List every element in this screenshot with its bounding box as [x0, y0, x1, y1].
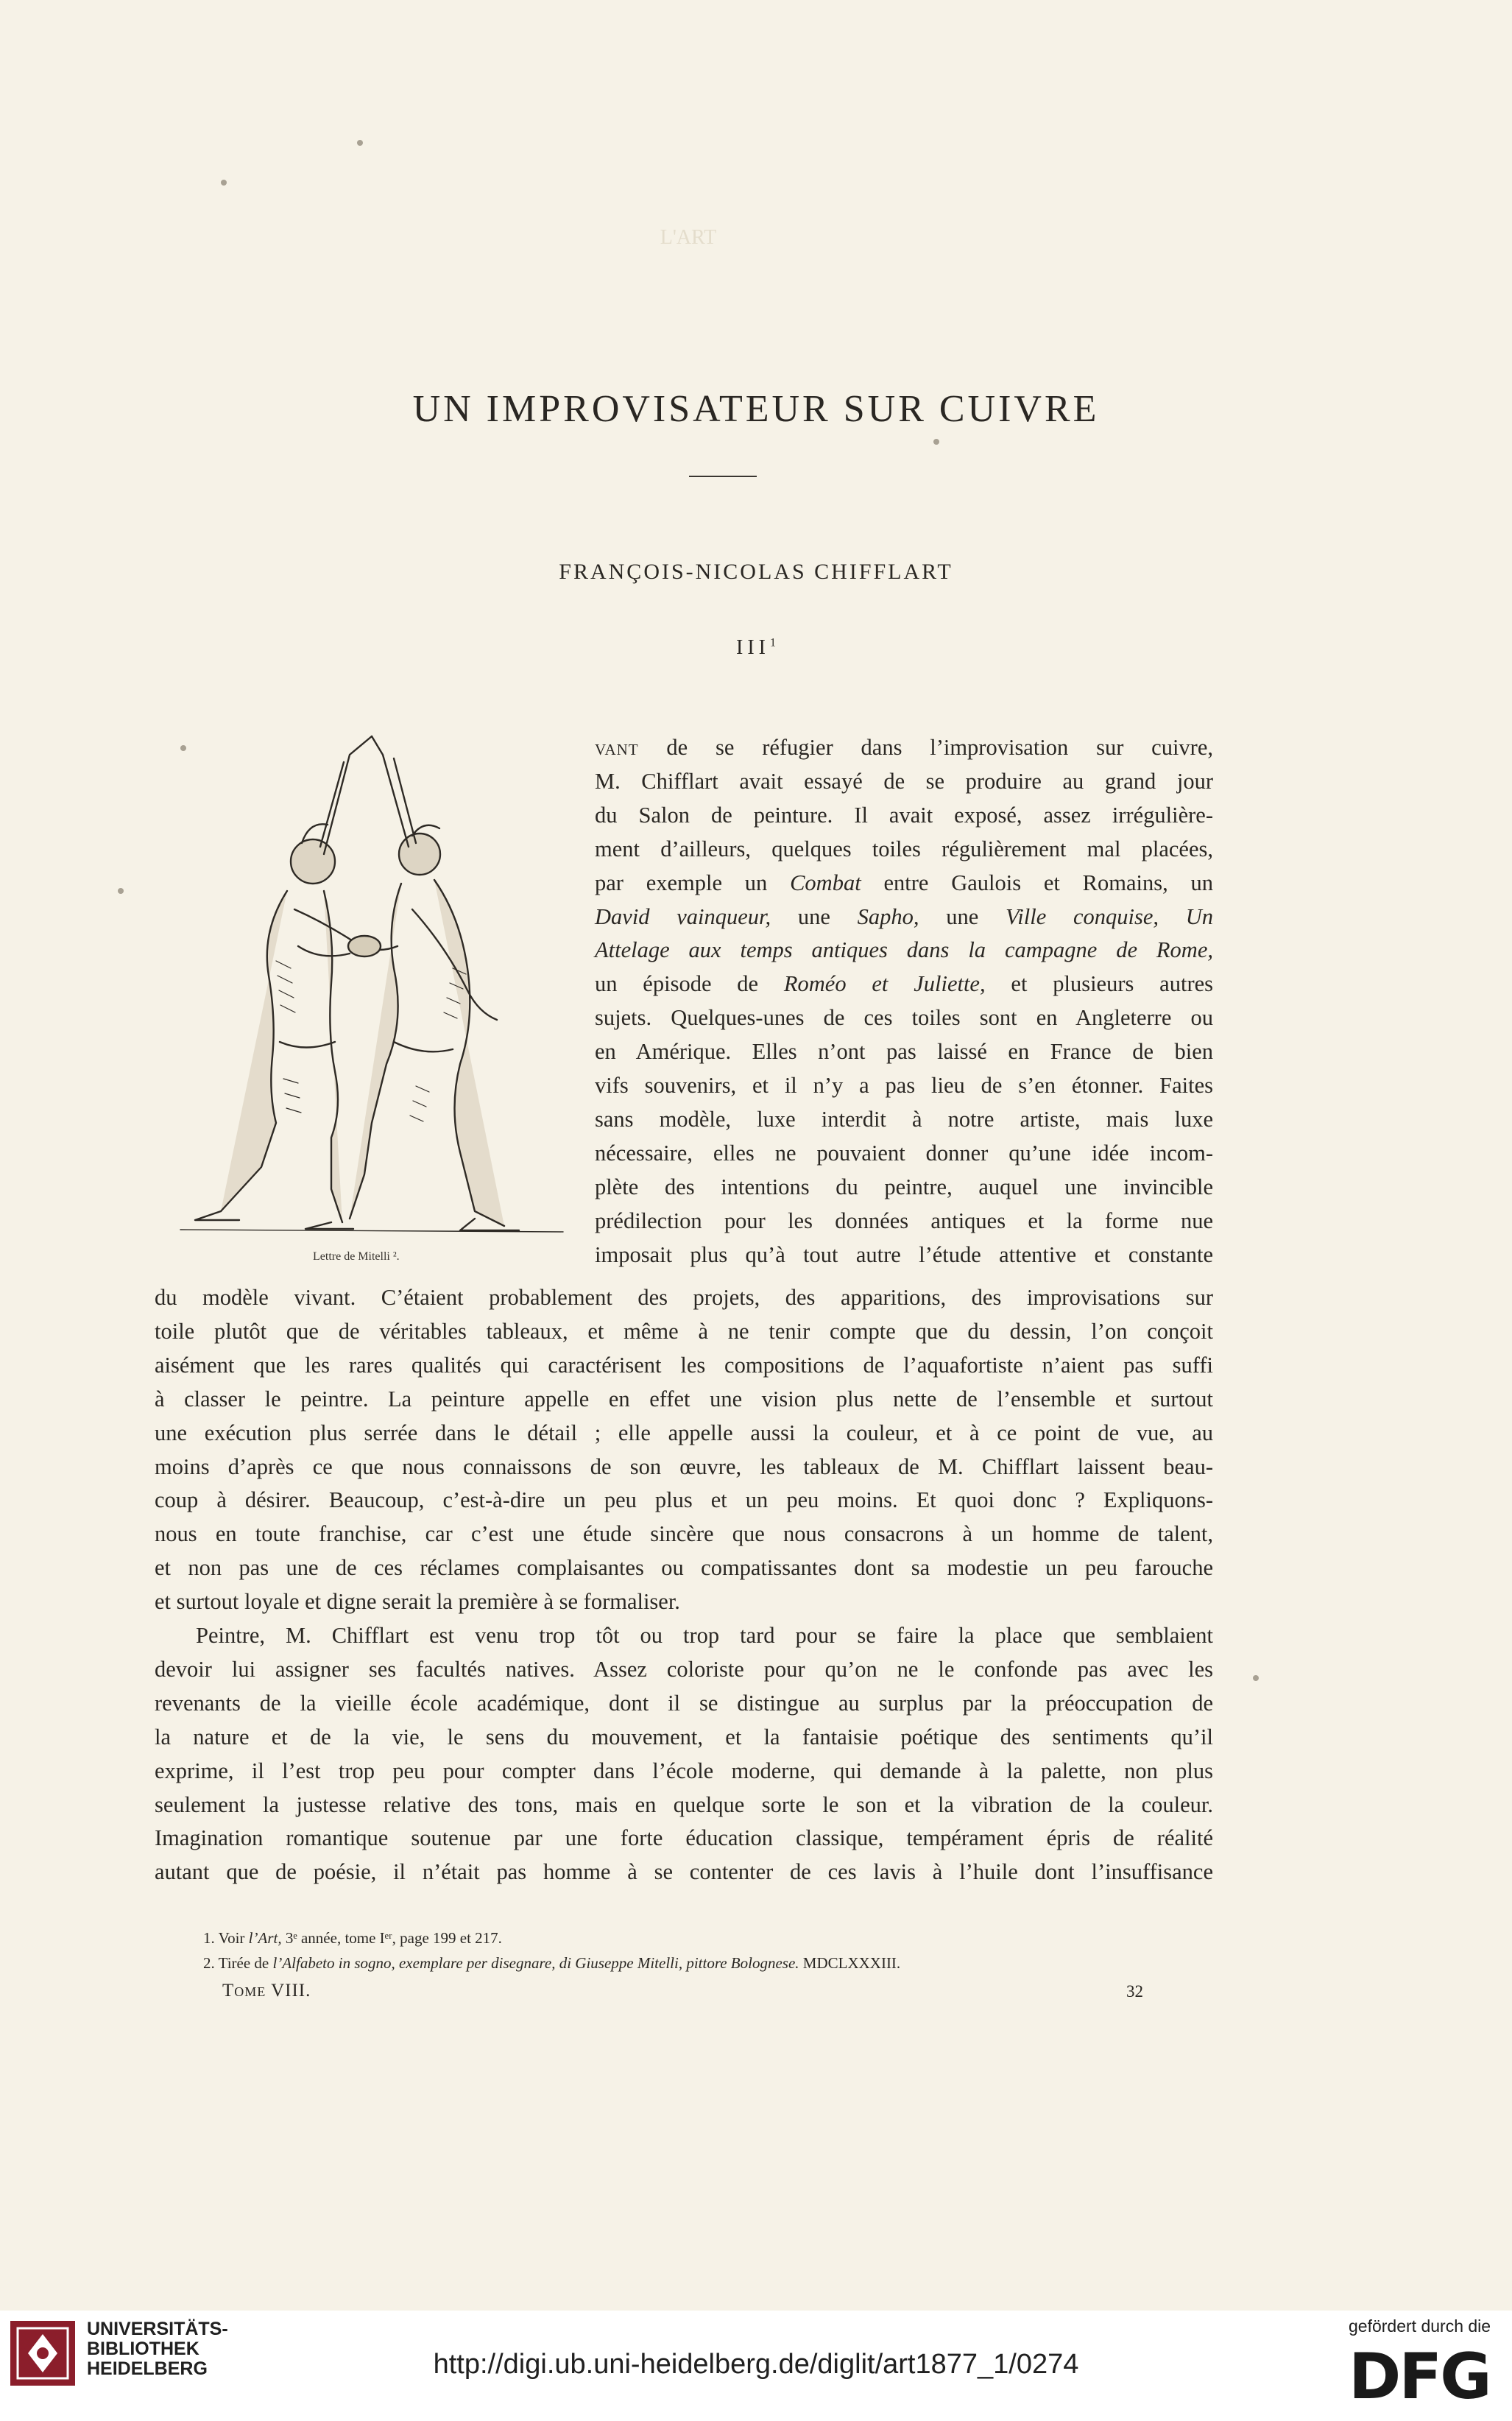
text-run: du Salon de peinture. Il avait exposé, assez irrégulière-	[595, 802, 1213, 828]
body-text-line: moins d’après ce que nous connaissons de son œuvre, les tableaux de M. Chifflart laissent beau-	[155, 1453, 1213, 1479]
narrow-text-line	[595, 935, 1213, 965]
body-text-line: à classer le peintre. La peinture appelle en effet une vision plus nette de l’ensemble et surtout	[155, 1386, 1213, 1412]
text-run: M. Chifflart avait essayé de se produire au grand jour	[595, 768, 1213, 794]
narrow-text-line	[595, 800, 1213, 830]
paper-speck	[118, 888, 124, 894]
italic-text: Sapho,	[857, 903, 919, 929]
body-text-line: Imagination romantique soutenue par une forte éducation classique, tempérament épris de réalité	[155, 1825, 1213, 1851]
illustration-caption: Lettre de Mitelli ².	[313, 1250, 400, 1263]
library-name-line: HEIDELBERG	[87, 2358, 208, 2379]
italic-text: l’Alfabeto in sogno, exemplare per disegnare, di Giuseppe Mitelli, pittore Bolognese.	[272, 1954, 799, 1972]
library-name-line: UNIVERSITÄTS-	[87, 2319, 228, 2339]
body-text-line: et surtout loyale et digne serait la première à se formaliser.	[155, 1589, 680, 1615]
page-number: 32	[1126, 1982, 1143, 2001]
italic-text: Attelage aux temps antiques dans la campagne de Rome,	[595, 937, 1213, 963]
footnote	[203, 1954, 900, 1973]
narrow-text-line	[595, 834, 1213, 864]
narrow-text-line	[595, 969, 1213, 998]
italic-text: Combat	[790, 870, 861, 895]
narrow-text-line	[595, 1172, 1213, 1202]
narrow-text-line	[595, 733, 1213, 762]
narrow-text-line	[595, 1240, 1213, 1269]
text-run: et plusieurs autres	[985, 971, 1214, 997]
text-run: une	[919, 903, 1006, 929]
paper-speck	[221, 180, 227, 186]
show-through-header: L'ART	[660, 226, 717, 249]
body-text-line: du modèle vivant. C’étaient probablement des projets, des apparitions, des improvisations sur	[155, 1285, 1213, 1310]
body-text-line: devoir lui assigner ses facultés natives. Assez coloriste pour qu’on ne le confonde pas avec les	[155, 1656, 1213, 1682]
text-run: nécessaire, elles ne pouvaient donner qu’une idée incom-	[595, 1140, 1213, 1166]
article-title: UN IMPROVISATEUR SUR CUIVRE	[412, 388, 1100, 430]
body-text-line: exprime, il l’est trop peu pour compter dans l’école moderne, qui demande à la palette, non plus	[155, 1758, 1213, 1783]
body-text-line: coup à désirer. Beaucoup, c’est-à-dire un peu plus et un peu moins. Et quoi donc ? Expliquons-	[155, 1487, 1213, 1513]
text-run: imposait plus qu’à tout autre l’étude attentive et constante	[595, 1241, 1213, 1267]
italic-text: David vainqueur,	[595, 903, 771, 929]
article-subtitle: FRANÇOIS-NICOLAS CHIFFLART	[559, 560, 953, 584]
dfg-logo[interactable]: DFG	[1349, 2340, 1490, 2414]
narrow-text-line	[595, 1138, 1213, 1168]
narrow-text-line	[595, 1071, 1213, 1100]
text-run: sujets. Quelques-unes de ces toiles sont en Angleterre ou	[595, 1005, 1213, 1031]
body-text-line: autant que de poésie, il n’était pas homme à se contenter de ces lavis à l’huile dont l’insuffisance	[155, 1859, 1213, 1885]
narrow-text-line	[595, 1037, 1213, 1066]
text-run: de se réfugier dans l’improvisation sur cuivre,	[638, 735, 1213, 760]
narrow-text-line	[595, 1104, 1213, 1134]
text-run: 2. Tirée de	[203, 1954, 273, 1972]
library-name-line: BIBLIOTHEK	[87, 2339, 199, 2359]
text-run: MDCLXXXIII.	[799, 1954, 901, 1972]
body-text-line: la nature et de la vie, le sens du mouvement, et la fantaisie poétique des sentiments qu’il	[155, 1724, 1213, 1749]
italic-text: Roméo et Juliette,	[783, 971, 986, 997]
small-caps-text: vant	[595, 735, 639, 760]
body-text-line: Peintre, M. Chifflart est venu trop tôt ou trop tard pour se faire la place que semblaient	[196, 1623, 1213, 1648]
text-run: plète des intentions du peintre, auquel une invincible	[595, 1174, 1213, 1199]
italic-text: l’Art,	[248, 1929, 282, 1947]
text-run: entre Gaulois et Romains, un	[861, 870, 1213, 895]
text-run: en Amérique. Elles n’ont pas laissé en France de bien	[595, 1039, 1213, 1065]
section-numeral: III	[736, 636, 770, 659]
body-text-line: seulement la justesse relative des tons, mais en quelque sorte le son et la vibration de la couleur.	[155, 1791, 1213, 1817]
text-run: sans modèle, luxe interdit à notre artiste, mais luxe	[595, 1106, 1213, 1132]
show-through-text	[158, 221, 1218, 255]
narrow-text-line	[595, 1003, 1213, 1032]
text-run: une	[771, 903, 858, 929]
narrow-text-line	[595, 868, 1213, 898]
paper-speck	[357, 140, 363, 146]
body-text-line: et non pas une de ces réclames complaisantes ou compatissantes dont sa modestie un peu farouche	[155, 1555, 1213, 1581]
text-run: 1. Voir	[203, 1929, 249, 1947]
narrow-text-line	[595, 767, 1213, 796]
funding-label: gefördert durch die	[1349, 2316, 1491, 2336]
text-run: un épisode de	[595, 971, 784, 997]
volume-label: Tome VIII.	[222, 1981, 311, 2001]
text-run: 3ᵉ année, tome Iᵉʳ, page 199 et 217.	[281, 1929, 502, 1947]
title-rule	[689, 476, 757, 477]
body-text-line: une exécution plus serrée dans le détail ; elle appelle aussi la couleur, et à ce point de vue, au	[155, 1420, 1213, 1445]
narrow-text-line	[595, 902, 1213, 931]
text-run: vifs souvenirs, et il n’y a pas lieu de s’en étonner. Faites	[595, 1073, 1213, 1098]
text-run: par exemple un	[595, 870, 791, 895]
text-run: prédilection pour les données antiques et la forme nue	[595, 1208, 1213, 1233]
body-text-line: toile plutôt que de véritables tableaux, et même à ne tenir compte que du dessin, l’on conçoit	[155, 1318, 1213, 1344]
paper-speck	[933, 439, 939, 445]
body-text-line: aisément que les rares qualités qui caractérisent les compositions de l’aquafortiste n’aient pas suffi	[155, 1352, 1213, 1378]
paper-speck	[180, 745, 186, 751]
body-text-line: revenants de la vieille école académique, dont il se distingue au surplus par la préoccupation de	[155, 1690, 1213, 1716]
paper-speck	[1253, 1675, 1259, 1681]
text-run: ment d’ailleurs, quelques toiles régulièrement mal placées,	[595, 836, 1213, 861]
narrow-text-line	[595, 1206, 1213, 1236]
body-text-line: nous en toute franchise, car c’est une étude sincère que nous consacrons à un homme de talent,	[155, 1521, 1213, 1547]
initial-letter-illustration	[151, 725, 593, 1237]
footnote	[203, 1929, 502, 1948]
section-number	[0, 636, 1512, 660]
section-footnote-ref: 1	[769, 636, 776, 649]
italic-text: Ville conquise, Un	[1005, 903, 1213, 929]
permalink[interactable]: http://digi.ub.uni-heidelberg.de/diglit/art1877_1/0274	[433, 2349, 1079, 2380]
